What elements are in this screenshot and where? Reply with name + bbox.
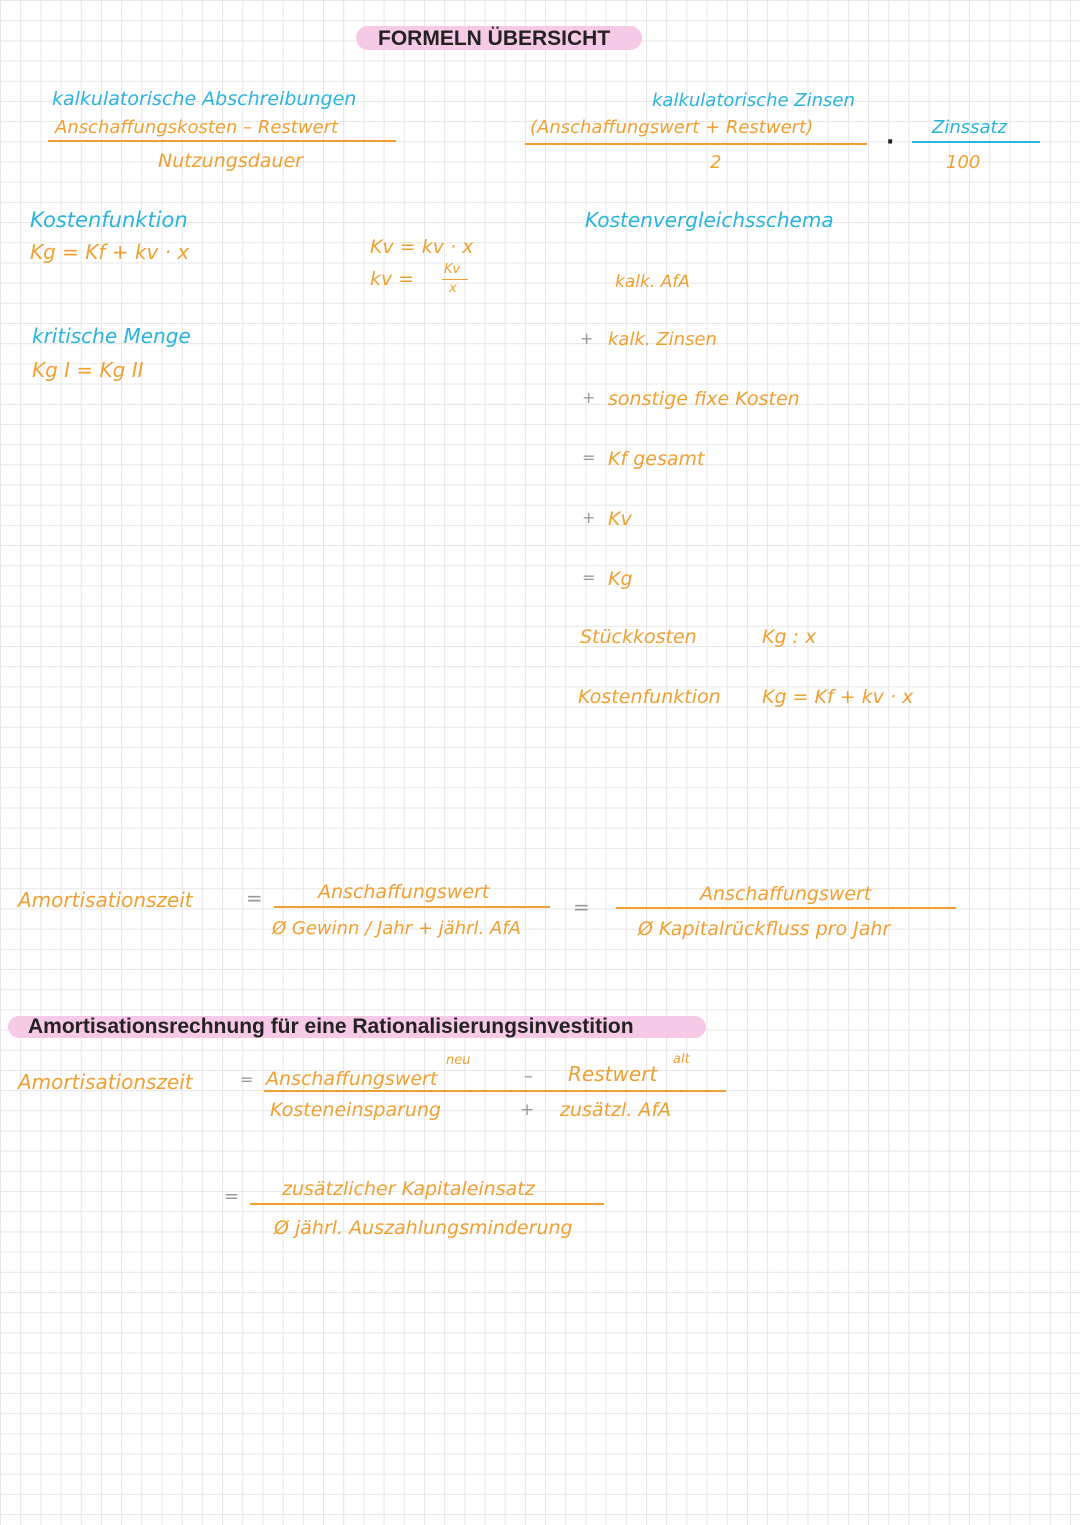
kv-formula-1: Kv = kv · x xyxy=(370,236,474,258)
zinssatz-numerator: Zinssatz xyxy=(932,117,1008,138)
schema-heading: Kostenvergleichsschema xyxy=(585,208,834,232)
zinssatz-denominator: 100 xyxy=(946,152,981,173)
schema-op-4: = xyxy=(582,448,596,467)
abschreibung-heading: kalkulatorische Abschreibungen xyxy=(52,88,357,110)
rationalisierung-fraction-line-2 xyxy=(250,1203,604,1205)
kritische-menge-formula: Kg I = Kg II xyxy=(32,358,144,382)
schema-row-6: Kg xyxy=(608,568,633,590)
amortisation-fraction-line-1 xyxy=(274,906,550,908)
rationalisierung-denominator-a: Kosteneinsparung xyxy=(270,1099,442,1121)
kostenfunktion-formula: Kg = Kf + kv · x xyxy=(30,240,190,264)
stueckkosten-label: Stückkosten xyxy=(580,626,697,648)
schema-kostenfunktion-label: Kostenfunktion xyxy=(578,686,721,708)
rationalisierung-numerator-2: zusätzlicher Kapitaleinsatz xyxy=(282,1178,535,1200)
amortisation-denominator-1: Ø Gewinn / Jahr + jährl. AfA xyxy=(272,918,521,939)
schema-row-4: Kf gesamt xyxy=(608,448,705,470)
rationalisierung-equals: = xyxy=(240,1070,254,1089)
amortisation-numerator-2: Anschaffungswert xyxy=(700,883,872,905)
rationalisierung-equals-2: = xyxy=(224,1186,240,1207)
rationalisierung-numerator-a: Anschaffungswert xyxy=(266,1068,438,1090)
kv-formula-2-denominator: x xyxy=(449,281,457,296)
rationalisierung-sup-neu: neu xyxy=(446,1053,471,1068)
abschreibung-numerator: Anschaffungskosten – Restwert xyxy=(55,117,339,138)
amortisation-equals-1: = xyxy=(246,886,263,910)
page-title: FORMELN ÜBERSICHT xyxy=(378,27,611,50)
kostenfunktion-heading: Kostenfunktion xyxy=(30,208,188,232)
schema-row-3: sonstige fixe Kosten xyxy=(608,388,800,410)
kv-formula-2-left: kv = xyxy=(370,268,415,290)
rationalisierung-title: Amortisationsrechnung für eine Rationalisierungsinvestition xyxy=(28,1015,634,1038)
schema-op-3: + xyxy=(582,388,596,407)
kritische-menge-heading: kritische Menge xyxy=(32,324,191,348)
amortisation-numerator-1: Anschaffungswert xyxy=(318,881,490,903)
kv-formula-2-numerator: Kv xyxy=(444,262,461,277)
zinsen-fraction-line xyxy=(525,143,867,145)
rationalisierung-plus: + xyxy=(520,1100,535,1120)
zinsen-numerator: (Anschaffungswert + Restwert) xyxy=(530,117,814,138)
schema-row-1: kalk. AfA xyxy=(615,272,690,292)
schema-row-2: kalk. Zinsen xyxy=(608,329,717,350)
kv-formula-2-line xyxy=(442,279,468,280)
amortisation-denominator-2: Ø Kapitalrückfluss pro Jahr xyxy=(638,918,891,940)
stueckkosten-formula: Kg : x xyxy=(762,626,817,648)
zinsen-heading: kalkulatorische Zinsen xyxy=(652,90,855,111)
rationalisierung-minus: – xyxy=(524,1066,533,1087)
rationalisierung-denominator-b: zusätzl. AfA xyxy=(560,1099,672,1121)
rationalisierung-numerator-b: Restwert xyxy=(568,1062,658,1086)
abschreibung-denominator: Nutzungsdauer xyxy=(158,150,303,172)
schema-op-6: = xyxy=(582,568,596,587)
abschreibung-fraction-line xyxy=(48,140,396,142)
amortisation-equals-2: = xyxy=(573,895,590,919)
zinsen-denominator: 2 xyxy=(710,152,722,173)
schema-kostenfunktion-formula: Kg = Kf + kv · x xyxy=(762,686,914,708)
rationalisierung-fraction-line xyxy=(264,1090,726,1092)
schema-op-5: + xyxy=(582,508,596,527)
rationalisierung-sup-alt: alt xyxy=(673,1052,690,1067)
schema-row-5: Kv xyxy=(608,508,632,530)
amortisation-fraction-line-2 xyxy=(616,907,956,909)
zinsen-multiply-dot: · xyxy=(886,130,895,155)
rationalisierung-denominator-2: Ø jährl. Auszahlungsminderung xyxy=(274,1217,573,1239)
schema-op-2: + xyxy=(580,329,594,348)
rationalisierung-label: Amortisationszeit xyxy=(18,1070,193,1094)
zinssatz-fraction-line xyxy=(912,141,1040,143)
amortisation-label: Amortisationszeit xyxy=(18,888,193,912)
